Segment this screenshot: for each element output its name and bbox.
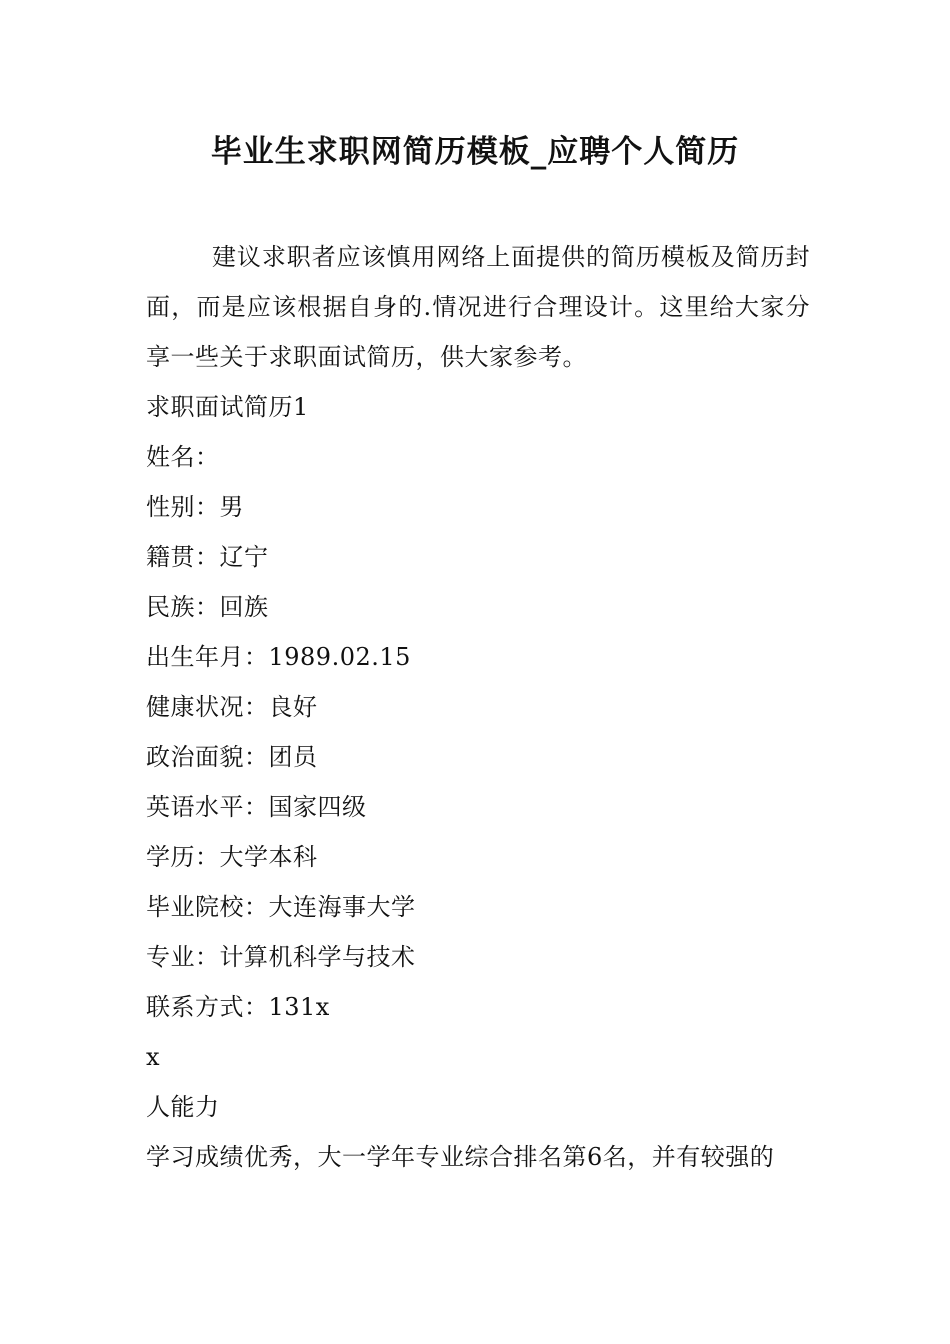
field-political-status: 政治面貌：团员 — [146, 743, 318, 771]
section-heading: 求职面试简历1 — [146, 393, 309, 421]
document-title: 毕业生求职网简历模板_应聘个人简历 — [210, 134, 740, 170]
field-birthdate: 出生年月：1989.02.15 — [146, 643, 411, 671]
field-hometown: 籍贯：辽宁 — [146, 543, 269, 571]
field-english-level: 英语水平：国家四级 — [146, 793, 367, 821]
field-name: 姓名： — [146, 443, 220, 471]
field-major: 专业：计算机科学与技术 — [146, 943, 416, 971]
field-gender: 性别：男 — [146, 493, 244, 521]
document-body — [146, 232, 810, 1182]
field-school: 毕业院校：大连海事大学 — [146, 893, 416, 921]
field-education: 学历：大学本科 — [146, 843, 318, 871]
section-ability-heading: 人能力 — [146, 1093, 220, 1121]
field-health: 健康状况：良好 — [146, 693, 318, 721]
field-contact: 联系方式：131x — [146, 993, 330, 1021]
intro-paragraph: 建议求职者应该慎用网络上面提供的简历模板及简历封面，而是应该根据自身的.情况进行合理设计。这里给大家分享一些关于求职面试简历，供大家参考。 — [146, 243, 810, 371]
ability-text: 学习成绩优秀，大一学年专业综合排名第6名，并有较强的 — [146, 1143, 775, 1171]
field-ethnicity: 民族：回族 — [146, 593, 269, 621]
field-contact-continued: x — [146, 1043, 161, 1071]
